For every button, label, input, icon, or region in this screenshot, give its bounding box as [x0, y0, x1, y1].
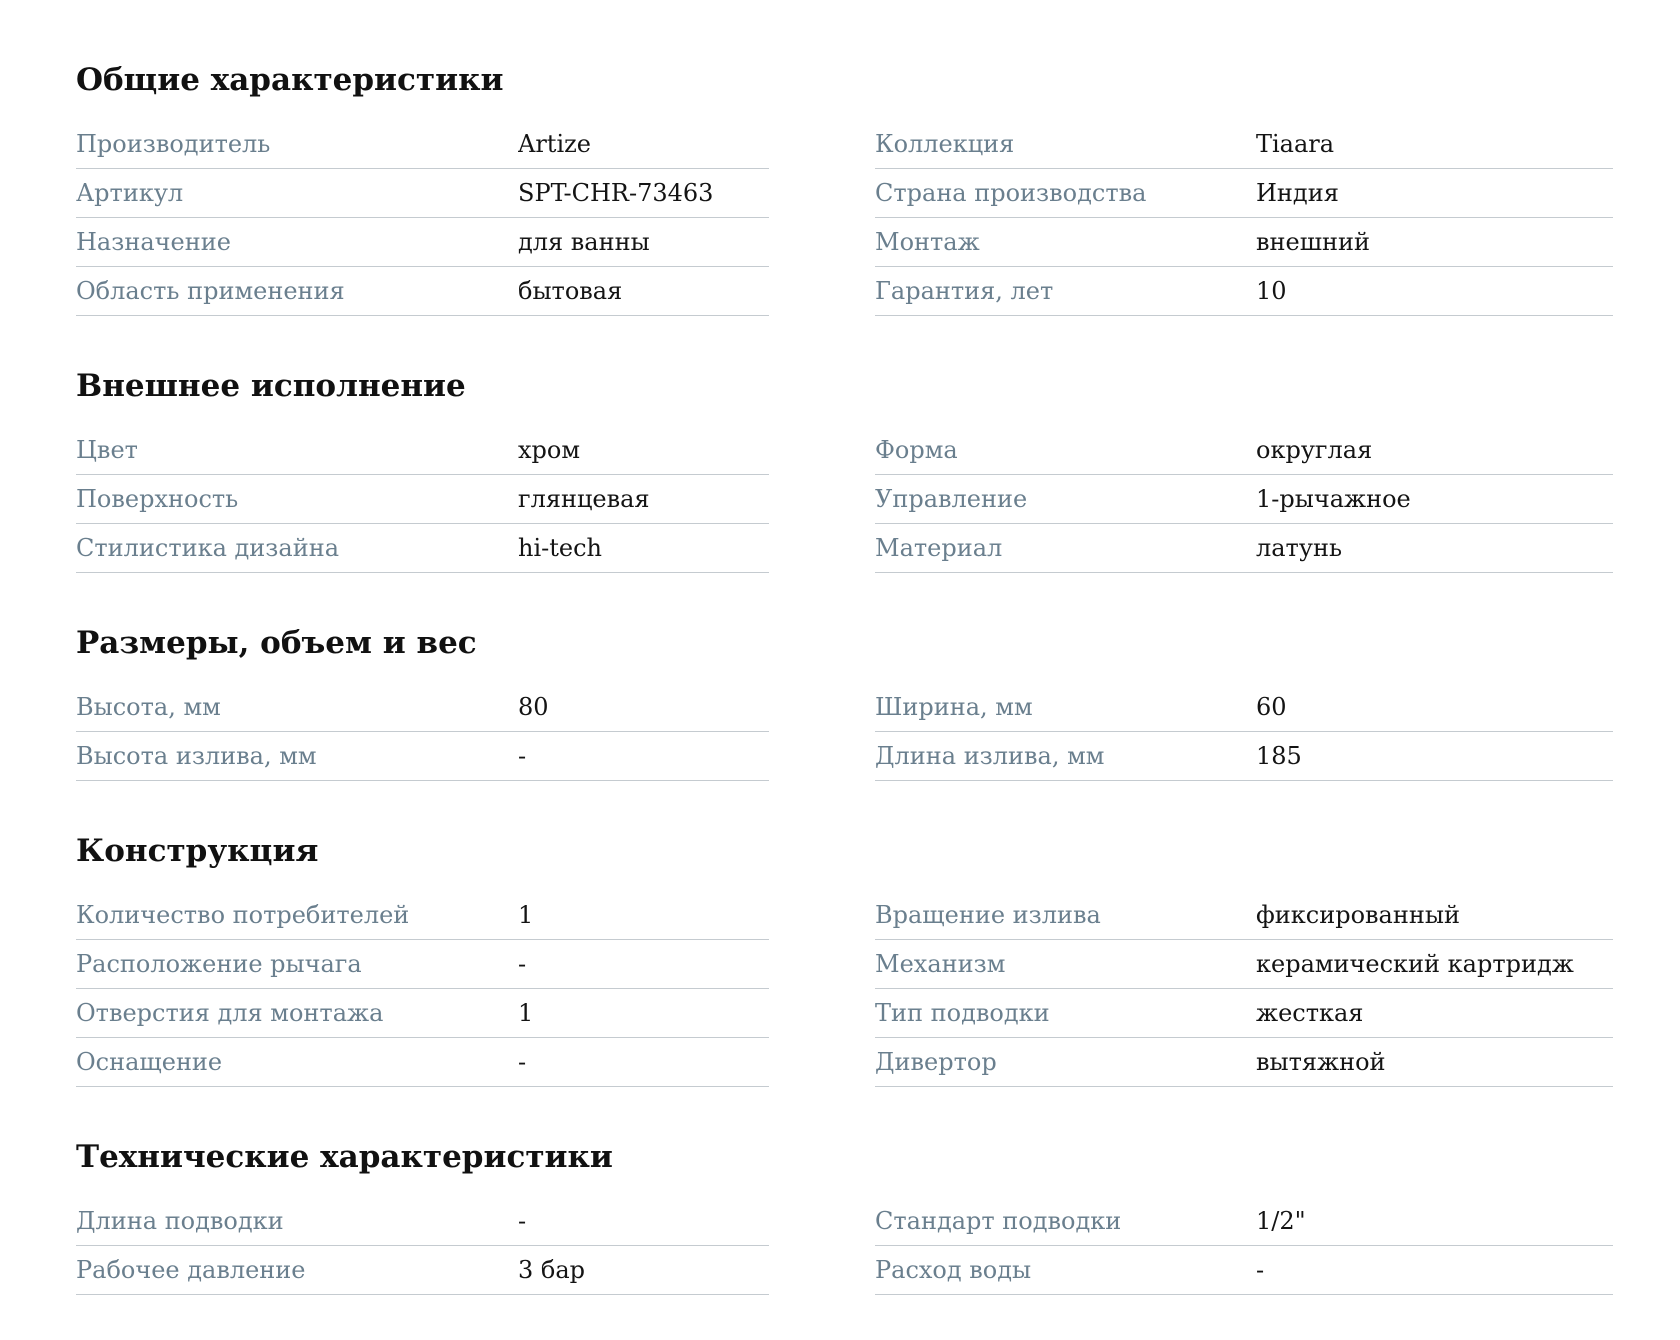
spec-label: Расход воды [875, 1256, 1032, 1284]
spec-grid [76, 426, 1613, 573]
section-title: Внешнее исполнение [76, 368, 466, 404]
spec-label: Материал [875, 534, 1003, 562]
spec-column-right [875, 120, 1613, 316]
spec-column-right [875, 891, 1613, 1087]
spec-value: - [518, 742, 527, 770]
spec-row [875, 1246, 1613, 1295]
spec-row [76, 218, 769, 267]
spec-row [875, 524, 1613, 573]
spec-label: Расположение рычага [76, 950, 362, 978]
spec-label: Стилистика дизайна [76, 534, 340, 562]
spec-label: Тип подводки [875, 999, 1050, 1027]
spec-column-right [875, 683, 1613, 781]
spec-grid [76, 120, 1613, 316]
spec-row [875, 267, 1613, 316]
spec-section [76, 366, 1545, 573]
spec-value: 1-рычажное [1256, 485, 1411, 513]
spec-label: Производитель [76, 130, 271, 158]
spec-column-right [875, 426, 1613, 573]
spec-column-left [76, 120, 769, 316]
section-title: Общие характеристики [76, 62, 504, 98]
spec-row [76, 1197, 769, 1246]
section-title: Технические характеристики [76, 1139, 613, 1175]
spec-row [875, 683, 1613, 732]
spec-label: Форма [875, 436, 958, 464]
spec-row [76, 524, 769, 573]
spec-row [76, 891, 769, 940]
spec-value: - [518, 1048, 527, 1076]
spec-label: Артикул [76, 179, 184, 207]
spec-section [76, 623, 1545, 781]
spec-value: латунь [1256, 534, 1343, 562]
spec-value: Индия [1256, 179, 1339, 207]
spec-value: округлая [1256, 436, 1373, 464]
spec-label: Монтаж [875, 228, 980, 256]
spec-label: Длина излива, мм [875, 742, 1105, 770]
spec-value: внешний [1256, 228, 1371, 256]
spec-value: вытяжной [1256, 1048, 1386, 1076]
spec-row [76, 1038, 769, 1087]
spec-value: керамический картридж [1256, 950, 1574, 978]
spec-value: 60 [1256, 693, 1287, 721]
spec-row [875, 1038, 1613, 1087]
spec-column-left [76, 426, 769, 573]
spec-label: Коллекция [875, 130, 1015, 158]
spec-section [76, 1137, 1545, 1295]
spec-row [76, 732, 769, 781]
spec-row [875, 1197, 1613, 1246]
spec-label: Назначение [76, 228, 231, 256]
spec-row [76, 426, 769, 475]
spec-row [875, 989, 1613, 1038]
spec-value: 80 [518, 693, 549, 721]
section-title: Размеры, объем и вес [76, 625, 477, 661]
spec-row [76, 940, 769, 989]
spec-section [76, 831, 1574, 1087]
spec-row [875, 120, 1613, 169]
spec-value: 1 [518, 999, 534, 1027]
spec-row [875, 169, 1613, 218]
spec-row [76, 120, 769, 169]
spec-label: Механизм [875, 950, 1006, 978]
spec-value: 3 бар [518, 1256, 586, 1284]
spec-label: Количество потребителей [76, 901, 410, 929]
spec-label: Цвет [76, 436, 138, 464]
spec-label: Ширина, мм [875, 693, 1033, 721]
spec-value: жесткая [1256, 999, 1364, 1027]
spec-row [875, 891, 1613, 940]
spec-label: Область применения [76, 277, 345, 305]
spec-label: Высота, мм [76, 693, 221, 721]
spec-label: Высота излива, мм [76, 742, 317, 770]
spec-grid [76, 891, 1613, 1087]
spec-row [76, 989, 769, 1038]
spec-row [875, 218, 1613, 267]
spec-row [76, 475, 769, 524]
spec-value: - [518, 950, 527, 978]
spec-label: Стандарт подводки [875, 1207, 1122, 1235]
spec-column-left [76, 1197, 769, 1295]
spec-value: хром [518, 436, 581, 464]
spec-grid [76, 683, 1613, 781]
spec-column-left [76, 683, 769, 781]
spec-label: Вращение излива [875, 901, 1101, 929]
spec-grid [76, 1197, 1613, 1295]
spec-row [76, 169, 769, 218]
spec-label: Рабочее давление [76, 1256, 306, 1284]
spec-value: глянцевая [518, 485, 650, 513]
spec-row [875, 940, 1613, 989]
spec-value: 10 [1256, 277, 1287, 305]
spec-value: Tiaara [1256, 130, 1335, 158]
spec-column-right [875, 1197, 1613, 1295]
spec-value: hi-tech [518, 534, 602, 562]
spec-row [76, 683, 769, 732]
spec-value: Artize [518, 130, 591, 158]
spec-section [76, 60, 1545, 316]
spec-row [875, 426, 1613, 475]
spec-row [875, 732, 1613, 781]
spec-column-left [76, 891, 769, 1087]
spec-value: для ванны [518, 228, 650, 256]
spec-value: - [518, 1207, 527, 1235]
spec-row [76, 267, 769, 316]
spec-label: Оснащение [76, 1048, 223, 1076]
spec-row [875, 475, 1613, 524]
spec-label: Гарантия, лет [875, 277, 1054, 305]
spec-value: - [1256, 1256, 1265, 1284]
spec-label: Дивертор [875, 1048, 997, 1076]
spec-label: Длина подводки [76, 1207, 284, 1235]
section-title: Конструкция [76, 833, 319, 869]
spec-label: Управление [875, 485, 1028, 513]
spec-value: фиксированный [1256, 901, 1460, 929]
spec-row [76, 1246, 769, 1295]
spec-label: Отверстия для монтажа [76, 999, 384, 1027]
spec-value: 1/2" [1256, 1207, 1306, 1235]
spec-value: SPT-CHR-73463 [518, 179, 714, 207]
spec-label: Страна производства [875, 179, 1147, 207]
spec-value: 1 [518, 901, 534, 929]
spec-value: бытовая [518, 277, 623, 305]
spec-label: Поверхность [76, 485, 239, 513]
spec-value: 185 [1256, 742, 1302, 770]
